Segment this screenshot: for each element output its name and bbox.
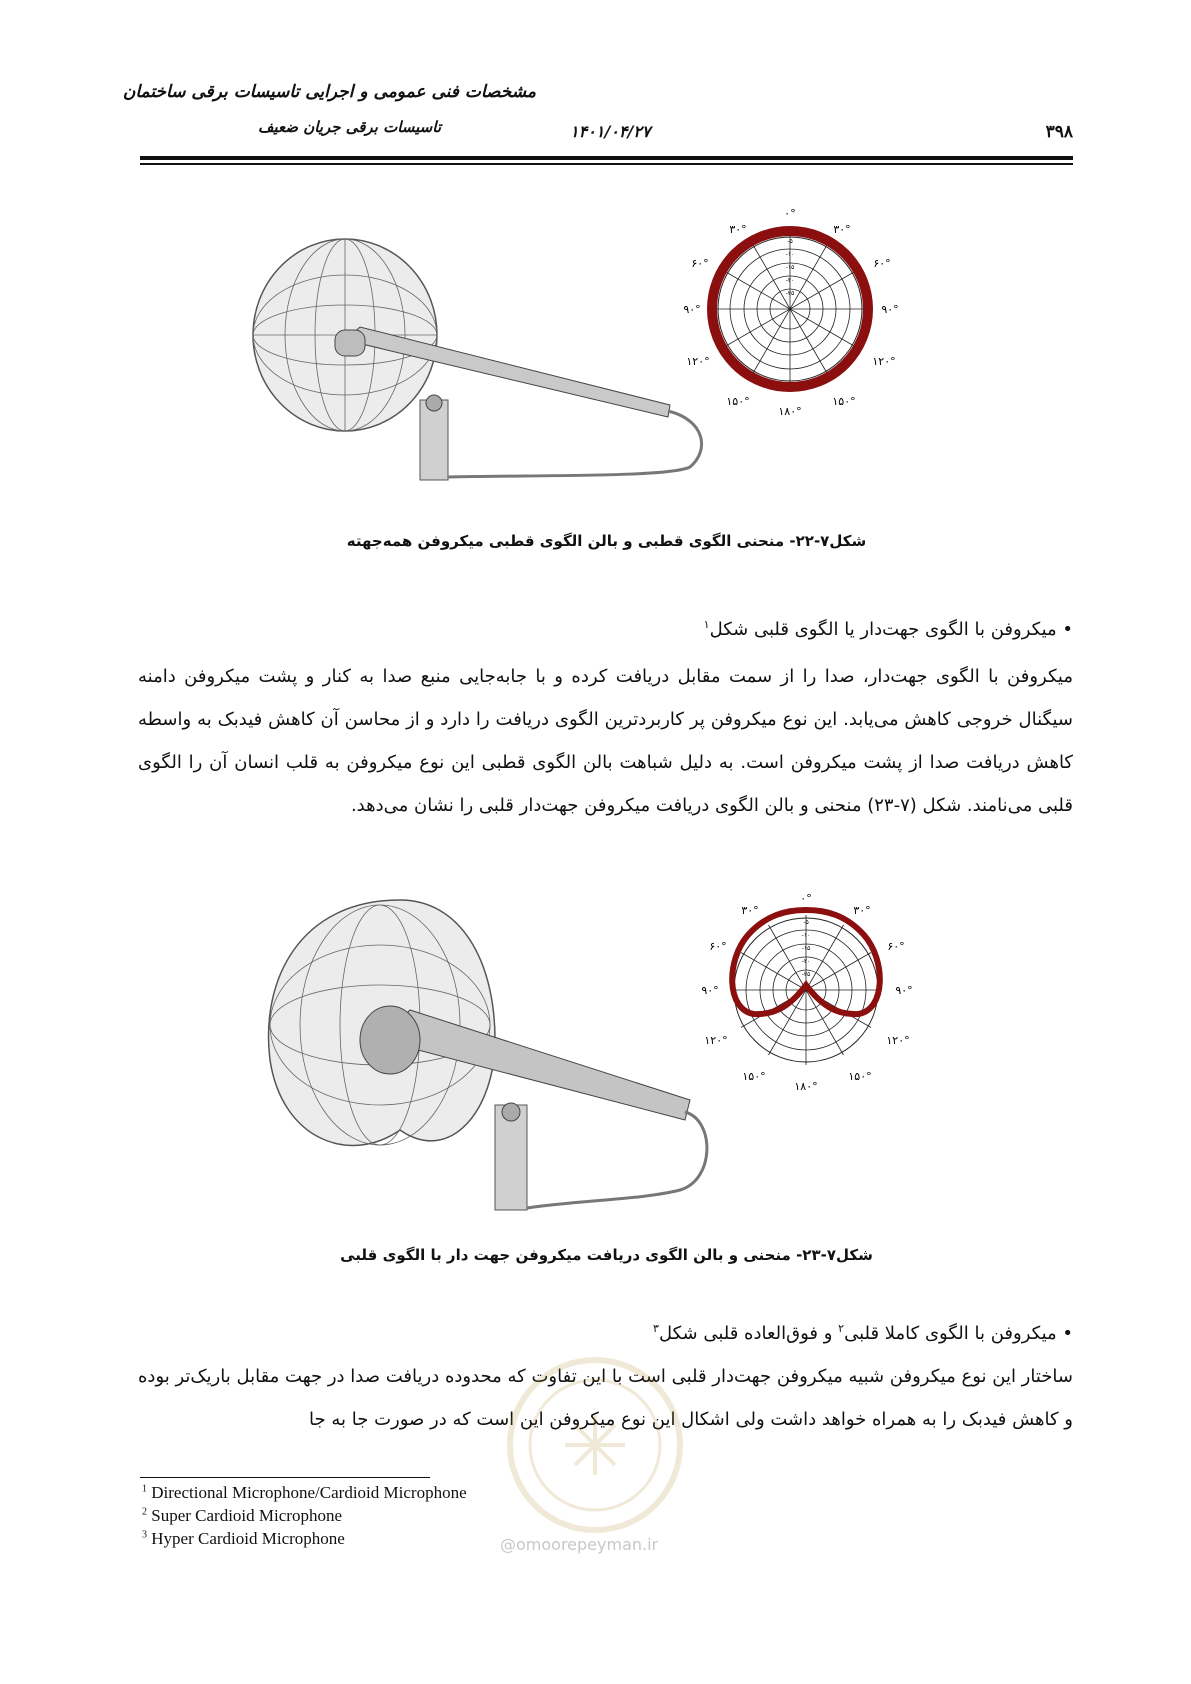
ring-label: -۵ — [803, 919, 809, 926]
figure1-caption: شکل۷-۲۲- منحنی الگوی قطبی و بالن الگوی قطبی میکروفن همه‌جهته — [346, 532, 867, 550]
footnote-text: Directional Microphone/Cardioid Microphone — [151, 1483, 467, 1502]
section-subtitle: تاسیسات برقی جریان ضعیف — [257, 118, 441, 136]
supercardioid-paragraph: ساختار این نوع میکروفن شبیه میکروفن جهت‌دار قلبی است با این تفاوت که محدوده دریافت صدا در جهت مقابل باریک‌تر بوده و کاهش فیدبک را به همراه خواهد داشت ولی اشکال این نوع میکروفن این است که در صورت جا به جا — [138, 1366, 1073, 1430]
header-rule-thick — [140, 156, 1073, 160]
angle-label-120-left: ۱۲۰° — [704, 1034, 728, 1047]
angle-label-150-right: ۱۵۰° — [848, 1070, 872, 1083]
cardioid-paragraph: میکروفن با الگوی جهت‌دار، صدا را از سمت مقابل دریافت کرده و با جابه‌جایی منبع صدا به کنار و پشت میکروفن دامنه سیگنال خروجی کاهش می‌یابد. این نوع میکروفن پر کاربردترین الگوی دریافت را دارد و از محاسن آن کاهش فیدبک به واسطه کاهش دریافت صدا از پشت میکروفن است. به دلیل شباهت بالن الگوی قطبی این نوع میکروفن به قلب انسان آن را الگوی قلبی می‌نامند. شکل (۷-۲۳) منحنی و بالن الگوی دریافت میکروفن جهت‌دار قلبی را نشان می‌دهد. — [138, 666, 1073, 816]
angle-label-60-left: ۶۰° — [691, 257, 709, 270]
ring-label: -۲۰ — [785, 277, 795, 284]
omni-polar-chart — [683, 207, 898, 418]
angle-label-180: ۱۸۰° — [778, 405, 802, 418]
footnote-3 — [142, 1529, 345, 1549]
ring-label: -۲۵ — [801, 971, 811, 978]
document-date: ۱۴۰۱/۰۴/۲۷ — [570, 122, 651, 141]
footnote-text: Hyper Cardioid Microphone — [151, 1529, 345, 1548]
angle-label-90-right: ۹۰° — [881, 303, 899, 316]
footnote-rule — [140, 1477, 430, 1478]
angle-label-180: ۱۸۰° — [794, 1080, 818, 1093]
footnote-number: 3 — [142, 1529, 147, 1541]
page-number: ۳۹۸ — [1045, 122, 1073, 142]
omni-balloon-illustration — [253, 239, 702, 480]
ring-label: -۵ — [787, 238, 793, 245]
figure-cardioid-microphone — [260, 890, 980, 1230]
angle-label-120-left: ۱۲۰° — [686, 355, 710, 368]
bullet-dot: • — [1056, 619, 1073, 640]
bullet-supercardioid-text: میکروفن با الگوی کاملا قلبی — [844, 1323, 1057, 1344]
bullet-hypercardioid-text: و فوق‌العاده قلبی شکل — [658, 1323, 833, 1344]
footnote-ref-1: ۱ — [703, 618, 710, 631]
ring-label: -۲۰ — [801, 958, 811, 965]
ring-label: -۱۵ — [801, 945, 811, 952]
angle-label-150-left: ۱۵۰° — [742, 1070, 766, 1083]
cardioid-balloon-illustration — [269, 900, 707, 1210]
bullet-dot: • — [1056, 1323, 1073, 1344]
angle-label-60-right: ۶۰° — [887, 940, 905, 953]
footnote-2 — [142, 1506, 342, 1526]
angle-label-90-right: ۹۰° — [895, 984, 913, 997]
footnote-text: Super Cardioid Microphone — [151, 1506, 342, 1525]
angle-label-30-right: ۳۰° — [833, 223, 851, 236]
angle-label-120-right: ۱۲۰° — [872, 355, 896, 368]
footnote-ref-3: ۳ — [653, 1322, 659, 1335]
figure2-caption: شکل۷-۲۳- منحنی و بالن الگوی دریافت میکروفن جهت دار با الگوی قلبی — [340, 1246, 873, 1264]
angle-label-90-left: ۹۰° — [683, 303, 701, 316]
cardioid-polar-chart — [701, 892, 912, 1093]
ring-label: -۱۰ — [785, 251, 795, 258]
angle-label-150-right: ۱۵۰° — [832, 395, 856, 408]
bullet-cardioid — [704, 618, 1073, 640]
document-title: مشخصات فنی عمومی و اجرایی تاسیسات برقی ساختمان — [122, 82, 536, 102]
watermark-url: @omoorepeyman.ir — [500, 1535, 659, 1554]
footnote-ref-2: ۲ — [838, 1322, 845, 1335]
ring-label: -۱۰ — [801, 932, 811, 939]
angle-label-0: ۰° — [800, 892, 812, 905]
footnote-number: 1 — [142, 1483, 147, 1495]
angle-label-60-left: ۶۰° — [709, 940, 727, 953]
angle-label-0: ۰° — [784, 207, 796, 220]
angle-label-90-left: ۹۰° — [701, 984, 719, 997]
ring-label: -۱۵ — [785, 264, 795, 271]
bullet-cardioid-text: میکروفن با الگوی جهت‌دار یا الگوی قلبی شکل — [709, 619, 1057, 640]
angle-label-30-right: ۳۰° — [853, 904, 871, 917]
bullet-supercardioid — [653, 1322, 1073, 1344]
footnote-1 — [142, 1483, 467, 1503]
header-rule-thin — [140, 163, 1073, 165]
angle-label-30-left: ۳۰° — [729, 223, 747, 236]
angle-label-60-right: ۶۰° — [873, 257, 891, 270]
footnote-number: 2 — [142, 1506, 147, 1518]
ring-label: -۲۵ — [785, 290, 795, 297]
angle-label-120-right: ۱۲۰° — [886, 1034, 910, 1047]
figure-omni-microphone — [250, 205, 970, 505]
watermark-seal-logo — [485, 1350, 705, 1550]
angle-label-150-left: ۱۵۰° — [726, 395, 750, 408]
angle-label-30-left: ۳۰° — [741, 904, 759, 917]
